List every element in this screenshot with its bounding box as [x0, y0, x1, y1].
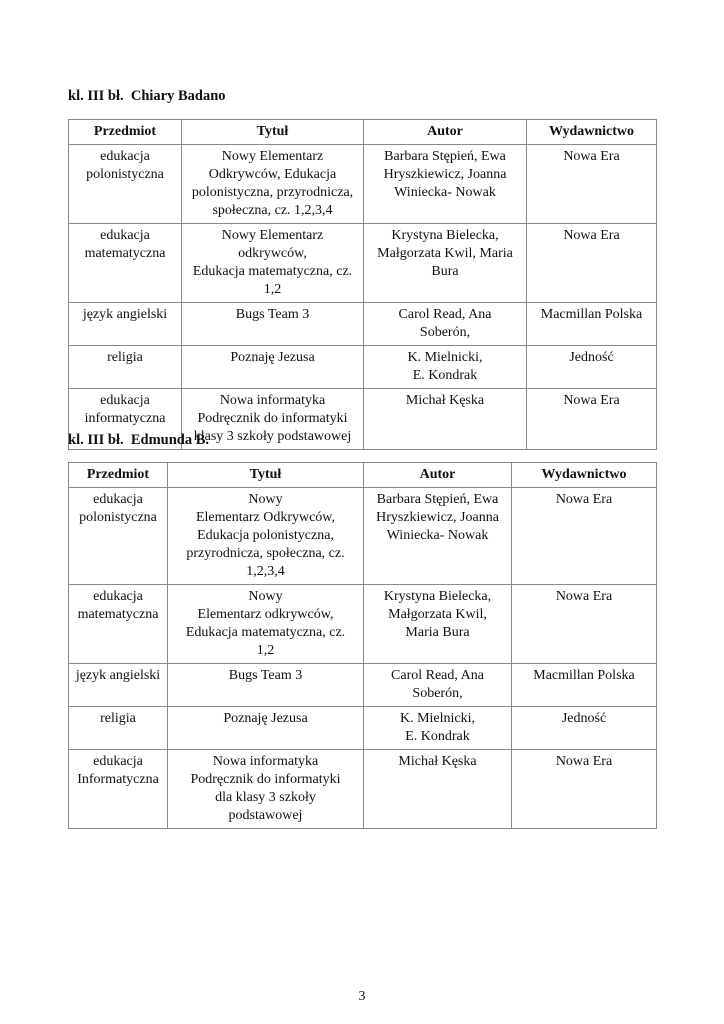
cell-title-line: 1,2 — [256, 643, 275, 658]
cell-publisher-line: Macmillan Polska — [533, 668, 635, 683]
cell-title-line: Nowy Elementarz — [221, 149, 324, 164]
cell-author-line: Carol Read, Ana — [391, 668, 484, 683]
cell-title-line: Elementarz odkrywców, — [197, 607, 334, 622]
cell-publisher — [512, 750, 657, 829]
column-header-subject: Przedmiot — [69, 120, 182, 145]
table-row — [69, 585, 657, 664]
textbook-table-chiary-badano — [68, 119, 657, 450]
cell-subject-line: edukacja — [93, 589, 143, 604]
table-row — [69, 224, 657, 303]
cell-title-line: klasy 3 szkoły podstawowej — [193, 429, 352, 444]
cell-subject-line: język angielski — [82, 307, 168, 322]
cell-author-line: E. Kondrak — [412, 368, 478, 383]
cell-publisher-line: Nowa Era — [563, 393, 620, 408]
cell-title — [182, 224, 364, 303]
table-row — [69, 346, 657, 389]
cell-author — [364, 664, 512, 707]
cell-author-line: Michał Kęska — [405, 393, 485, 408]
cell-subject-line: matematyczna — [84, 246, 166, 261]
cell-title-line: Nowy Elementarz odkrywców, — [221, 228, 324, 261]
table-header-row — [69, 120, 657, 145]
cell-subject-line: edukacja — [93, 492, 143, 507]
cell-title — [182, 303, 364, 346]
cell-author-line: Barbara Stępień, Ewa — [384, 149, 506, 164]
cell-author-line: Hryszkiewicz, Joanna — [376, 510, 499, 525]
cell-title-line: Elementarz Odkrywców, — [195, 510, 336, 525]
cell-title — [168, 488, 364, 585]
cell-title-line: Bugs Team 3 — [228, 668, 303, 683]
cell-publisher — [512, 664, 657, 707]
cell-author-line: E. Kondrak — [405, 729, 470, 744]
cell-title-line: przyrodnicza, społeczna, cz. — [186, 546, 345, 561]
cell-publisher — [512, 488, 657, 585]
cell-subject-line: język angielski — [75, 668, 161, 683]
cell-subject — [69, 145, 182, 224]
table-row — [69, 664, 657, 707]
cell-author-line: Carol Read, Ana — [398, 307, 492, 322]
section-heading-chiary-badano: kl. III bł. Chiary Badano — [68, 88, 226, 104]
cell-publisher-line: Macmillan Polska — [540, 307, 643, 322]
column-header-author: Autor — [364, 120, 527, 145]
cell-publisher — [512, 585, 657, 664]
cell-subject-line: edukacja — [100, 228, 150, 243]
cell-publisher-line: Nowa Era — [555, 492, 613, 507]
table-row — [69, 303, 657, 346]
cell-author — [364, 346, 527, 389]
cell-title-line: Poznaję Jezusa — [223, 711, 308, 726]
cell-author — [364, 145, 527, 224]
cell-title-line: społeczna, cz. 1,2,3,4 — [212, 203, 333, 218]
cell-author-line: Soberón, — [412, 686, 463, 701]
cell-subject-line: matematyczna — [77, 607, 159, 622]
cell-author — [364, 303, 527, 346]
cell-author — [364, 389, 527, 450]
column-header-author: Autor — [364, 463, 512, 488]
table-row — [69, 750, 657, 829]
table-row — [69, 488, 657, 585]
cell-author-line: Winiecka- Nowak — [394, 185, 496, 200]
cell-subject-line: religia — [100, 711, 136, 726]
cell-title — [168, 664, 364, 707]
cell-publisher — [527, 224, 657, 303]
cell-title-line: Bugs Team 3 — [235, 307, 310, 322]
cell-author-line: Soberón, — [419, 325, 471, 340]
cell-subject-line: informatyczna — [84, 411, 166, 426]
cell-publisher — [512, 707, 657, 750]
cell-title-line: Odkrywców, Edukacja — [208, 167, 337, 182]
cell-author — [364, 224, 527, 303]
cell-author-line: Małgorzata Kwil, — [388, 607, 487, 622]
cell-subject-line: edukacja — [100, 149, 150, 164]
cell-subject — [69, 224, 182, 303]
cell-subject-line: religia — [107, 350, 143, 365]
column-header-title: Tytuł — [182, 120, 364, 145]
cell-subject — [69, 488, 168, 585]
cell-publisher-line: Nowa Era — [563, 228, 620, 243]
column-header-publisher: Wydawnictwo — [527, 120, 657, 145]
cell-title-line: Nowy — [248, 492, 283, 507]
page-number: 3 — [358, 989, 366, 1004]
cell-title-line: Podręcznik do informatyki — [197, 411, 348, 426]
cell-author — [364, 707, 512, 750]
cell-title — [168, 585, 364, 664]
cell-author-line: K. Mielnicki, — [399, 711, 476, 726]
cell-publisher-line: Nowa Era — [555, 754, 613, 769]
textbook-table-edmunda-b — [68, 462, 657, 829]
cell-author-line: Krystyna Bielecka, — [391, 228, 499, 243]
cell-title-line: Nowa informatyka — [219, 393, 326, 408]
column-header-publisher: Wydawnictwo — [512, 463, 657, 488]
cell-subject-line: polonistyczna — [86, 167, 164, 182]
cell-subject — [69, 346, 182, 389]
cell-subject-line: polonistyczna — [79, 510, 157, 525]
cell-title-line: Nowy — [248, 589, 283, 604]
cell-publisher — [527, 389, 657, 450]
section-heading-edmunda-b: kl. III bł. Edmunda B. — [68, 432, 210, 448]
cell-subject-line: Informatyczna — [77, 772, 159, 787]
cell-author-line: Winiecka- Nowak — [386, 528, 489, 543]
cell-title-line: Podręcznik do informatyki — [190, 772, 341, 787]
cell-title-line: dla klasy 3 szkoły — [215, 790, 316, 805]
cell-title — [182, 145, 364, 224]
cell-title-line: polonistyczna, przyrodnicza, — [191, 185, 354, 200]
cell-author — [364, 488, 512, 585]
cell-author — [364, 585, 512, 664]
cell-publisher-line: Nowa Era — [563, 149, 620, 164]
cell-publisher — [527, 145, 657, 224]
cell-author-line: Bura — [431, 264, 459, 279]
cell-subject — [69, 664, 168, 707]
cell-publisher-line: Jedność — [561, 711, 607, 726]
cell-title-line: Nowa informatyka — [212, 754, 319, 769]
cell-title — [182, 346, 364, 389]
cell-publisher-line: Nowa Era — [555, 589, 613, 604]
cell-author-line: K. Mielnicki, — [407, 350, 483, 365]
cell-title-line: 1,2,3,4 — [246, 564, 285, 579]
cell-publisher — [527, 303, 657, 346]
cell-author-line: Michał Kęska — [398, 754, 477, 769]
cell-subject-line: edukacja — [93, 754, 143, 769]
cell-author-line: Maria Bura — [405, 625, 470, 640]
table-row — [69, 145, 657, 224]
table-header-row — [69, 463, 657, 488]
cell-publisher — [527, 346, 657, 389]
column-header-title: Tytuł — [168, 463, 364, 488]
cell-title-line: Edukacja matematyczna, cz. — [192, 264, 353, 279]
cell-author-line: Hryszkiewicz, Joanna — [383, 167, 507, 182]
cell-subject — [69, 585, 168, 664]
cell-subject-line: edukacja — [100, 393, 150, 408]
cell-title-line: podstawowej — [228, 808, 303, 823]
cell-author-line: Małgorzata Kwil, Maria — [377, 246, 513, 261]
cell-author — [364, 750, 512, 829]
cell-title-line: Edukacja matematyczna, cz. — [185, 625, 346, 640]
cell-subject — [69, 303, 182, 346]
cell-title-line: 1,2 — [263, 282, 282, 297]
cell-subject — [69, 750, 168, 829]
cell-title-line: Edukacja polonistyczna, — [197, 528, 334, 543]
cell-author-line: Barbara Stępień, Ewa — [376, 492, 499, 507]
cell-title — [168, 750, 364, 829]
cell-author-line: Krystyna Bielecka, — [383, 589, 492, 604]
cell-title-line: Poznaję Jezusa — [230, 350, 315, 365]
cell-publisher-line: Jedność — [569, 350, 614, 365]
cell-title — [168, 707, 364, 750]
table-row — [69, 707, 657, 750]
cell-subject — [69, 707, 168, 750]
column-header-subject: Przedmiot — [69, 463, 168, 488]
